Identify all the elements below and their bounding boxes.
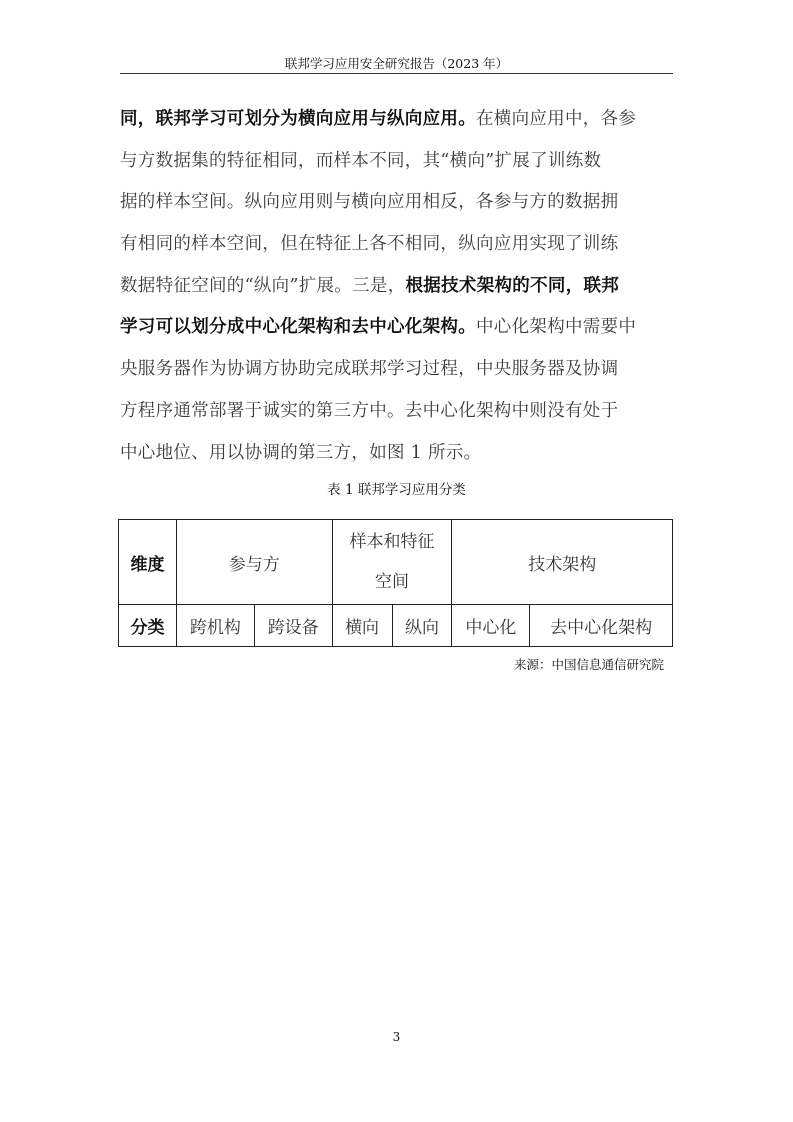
- cell-cross-device: 跨设备: [254, 605, 332, 647]
- emphasis-text: 学习可以划分成中心化架构和去中心化架构。: [120, 317, 476, 338]
- classification-table: [118, 519, 673, 647]
- emphasis-text: 根据技术架构的不同，联邦: [405, 275, 620, 296]
- cell-tech-architecture: 技术架构: [452, 520, 673, 605]
- body-text: 有相同的样本空间，但在特征上各不相同，纵向应用实现了训练: [120, 234, 619, 255]
- body-text: 数据特征空间的“纵向”扩展。三是，: [120, 275, 406, 296]
- body-line: [120, 391, 680, 433]
- body-text: 中心地位、用以协调的第三方，如图 1 所示。: [120, 442, 482, 463]
- table-caption: 表 1 联邦学习应用分类: [327, 482, 466, 498]
- cell-participant: 参与方: [176, 520, 332, 605]
- cell-decentralized: 去中心化架构: [530, 605, 673, 647]
- cell-horizontal: 横向: [332, 605, 392, 647]
- body-line: [120, 307, 680, 349]
- cell-sample-feature-space: [332, 520, 452, 605]
- page-number: 3: [392, 1030, 401, 1044]
- body-paragraph: [120, 99, 680, 474]
- body-line: [120, 349, 680, 391]
- body-line: [120, 266, 680, 308]
- body-text: 在横向应用中，各参: [476, 109, 637, 129]
- running-header: 联邦学习应用安全研究报告（2023 年）: [284, 56, 509, 71]
- body-line: [120, 433, 680, 475]
- body-text: 央服务器作为协调方协助完成联邦学习过程，中央服务器及协调: [120, 359, 619, 380]
- cell-cross-org: 跨机构: [176, 605, 254, 647]
- body-text: 方程序通常部署于诚实的第三方中。去中心化架构中则没有处于: [120, 400, 619, 421]
- row-header-category: 分类: [119, 605, 177, 647]
- emphasis-text: 同，联邦学习可划分为横向应用与纵向应用。: [120, 109, 476, 129]
- cell-vertical: 纵向: [392, 605, 452, 647]
- body-line: [120, 224, 680, 266]
- header-divider: [120, 73, 673, 74]
- cell-centralized: 中心化: [452, 605, 530, 647]
- table-source: 来源：中国信息通信研究院: [513, 657, 664, 672]
- body-line: [120, 99, 680, 141]
- body-text: 据的样本空间。纵向应用则与横向应用相反，各参与方的数据拥: [120, 192, 619, 213]
- body-line: [120, 141, 680, 183]
- table-row-dimension: [119, 520, 673, 605]
- body-line: [120, 182, 680, 224]
- cell-sample-line1: 样本和特征: [349, 532, 435, 552]
- body-text: 与方数据集的特征相同，而样本不同，其“横向”扩展了训练数: [120, 150, 602, 171]
- row-header-dimension: 维度: [119, 520, 177, 605]
- table-row-category: [119, 605, 673, 647]
- body-text: 中心化架构中需要中: [476, 317, 637, 338]
- cell-sample-line2: 空间: [375, 572, 410, 592]
